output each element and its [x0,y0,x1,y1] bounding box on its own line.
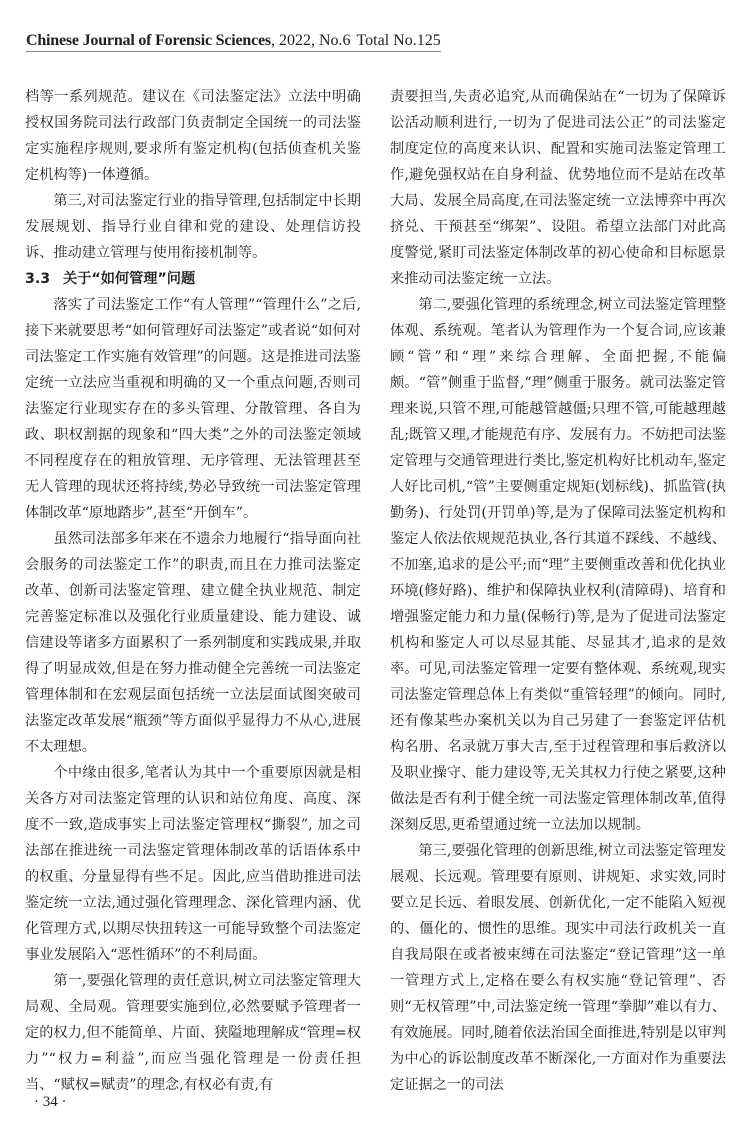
paragraph: 第三,对司法鉴定行业的指导管理,包括制定中长期发展规划、指导行业自律和党的建设、处理信访投诉、推动建立管理与使用衔接机制等。 [25,193,361,261]
paragraph: 虽然司法部多年来在不遗余力地履行“指导面向社会服务的司法鉴定工作”的职责,而且在力推司法鉴定改革、创新司法鉴定管理、建立健全执业规范、制定完善鉴定标准以及强化行业质量建设、能力建设、诚信建设等诸多方面累积了一系列制度和实践成果,并取得了明显成效,但是在努力推动健全完善统一司法鉴定管理体制和在宏观层面包括统一立法层面试图突破司法鉴定改革发展“瓶颈”等方面似乎显得力不从心,进展不太理想。 [25,531,361,755]
paragraph: 个中缘由很多,笔者认为其中一个重要原因就是相关各方对司法鉴定管理的认识和站位角度、高度、深度不一致,造成事实上司法鉴定管理权“撕裂”, 加之司法部在推进统一司法鉴定管理体制改革的话语体系中的权重、分量显得有些不足。因此,应当借助推进司法鉴定统一立法,通过强化管理理念、深化管理内涵、优化管理方式,以期尽快扭转这一可能导致整个司法鉴定事业发展陷入“恶性循环”的不利局面。 [25,765,361,963]
left-column [25,84,361,1098]
journal-total-number: Total No.125 [356,32,441,49]
journal-name: Chinese Journal of Forensic Sciences [26,32,271,49]
paragraph: 第三,要强化管理的创新思维,树立司法鉴定管理发展观、长远观。管理要有原则、讲规矩、求实效,同时要立足长远、着眼发展、创新优化,一定不能陷入短视的、僵化的、惯性的思维。现实中司法行政机关一直自我局限在或者被束缚在司法鉴定“登记管理”这一单一管理方式上,定格在要么有权实施“登记管理”、否则“无权管理”中,司法鉴定统一管理“拳脚”难以有力、有效施展。同时,随着依法治国全面推进,特别是以审判为中心的诉讼制度改革不断深化,一方面对作为重要法定证据之一的司法 [390,843,726,1093]
section-heading [25,266,361,292]
paragraph: 责要担当,失责必追究,从而确保站在“一切为了保障诉讼活动顺利进行,一切为了促进司法公正”的司法鉴定制度定位的高度来认识、配置和实施司法鉴定管理工作,避免强权站在自身利益、优势地位而不是站在改革大局、发展全局高度,在司法鉴定统一立法博弈中再次挤兑、干预甚至“绑架”、设阻。希望立法部门对此高度警觉,紧盯司法鉴定体制改革的初心使命和目标愿景来推动司法鉴定统一立法。 [390,89,726,287]
running-header [26,32,441,52]
paragraph: 第二,要强化管理的系统理念,树立司法鉴定管理整体观、系统观。笔者认为管理作为一个复合词,应该兼顾“管”和“理”来综合理解、全面把握,不能偏颇。“管”侧重于监督,“理”侧重于服务。就司法鉴定管理来说,只管不理,可能越管越僵;只理不管,可能越理越乱;既管又理,才能规范有序、发展有力。不妨把司法鉴定管理与交通管理进行类比,鉴定机构好比机动车,鉴定人好比司机,“管”主要侧重定规矩(划标线)、抓监管(执勤务)、行处罚(开罚单)等,是为了保障司法鉴定机构和鉴定人依法依规规范执业,各行其道不踩线、不越线、不加塞,追求的是公平;而“理”主要侧重改善和优化执业环境(修好路)、维护和保障执业权利(清障碍)、培育和增强鉴定能力和力量(保畅行)等,是为了促进司法鉴定机构和鉴定人可以尽显其能、尽显其才,追求的是效率。可见,司法鉴定管理一定要有整体观、系统观,现实司法鉴定管理总体上有类似“重管轻理”的倾向。同时,还有像某些办案机关以为自己另建了一套鉴定评估机构名册、名录就万事大吉,至于过程管理和事后救济以及职业操守、能力建设等,无关其权力行使之紧要,这种做法是否有利于健全统一司法鉴定管理体制改革,值得深刻反思,更希望通过统一立法加以规制。 [390,297,726,833]
paragraph: 落实了司法鉴定工作“有人管理”“管理什么”之后,接下来就要思考“如何管理好司法鉴定”或者说“如何对司法鉴定工作实施有效管理”的问题。这是推进司法鉴定统一立法应当重视和明确的又一个重点问题,否则司法鉴定行业现实存在的多头管理、分散管理、各自为政、职权割据的现象和“四大类”之外的司法鉴定领域不同程度存在的粗放管理、无序管理、无法管理甚至无人管理的现状还将持续,势必导致统一司法鉴定管理体制改革“原地踏步”,甚至“开倒车”。 [25,297,361,521]
journal-issue: , 2022, No.6 [270,32,351,49]
right-column [390,84,726,1098]
section-number: 3.3 [25,271,51,287]
page-number: · 34 · [34,1094,67,1110]
paragraph: 第一,要强化管理的责任意识,树立司法鉴定管理大局观、全局观。管理要实施到位,必然要赋予管理者一定的权力,但不能简单、片面、狭隘地理解成“管理=权力”“权力=利益”,而应当强化管理是一份责任担当、“赋权=赋责”的理念,有权必有责,有 [25,973,361,1093]
paragraph: 档等一系列规范。建议在《司法鉴定法》立法中明确授权国务院司法行政部门负责制定全国统一的司法鉴定实施程序规则,要求所有鉴定机构(包括侦查机关鉴定机构等)一体遵循。 [25,89,361,183]
section-title: 关于“如何管理”问题 [63,271,196,287]
